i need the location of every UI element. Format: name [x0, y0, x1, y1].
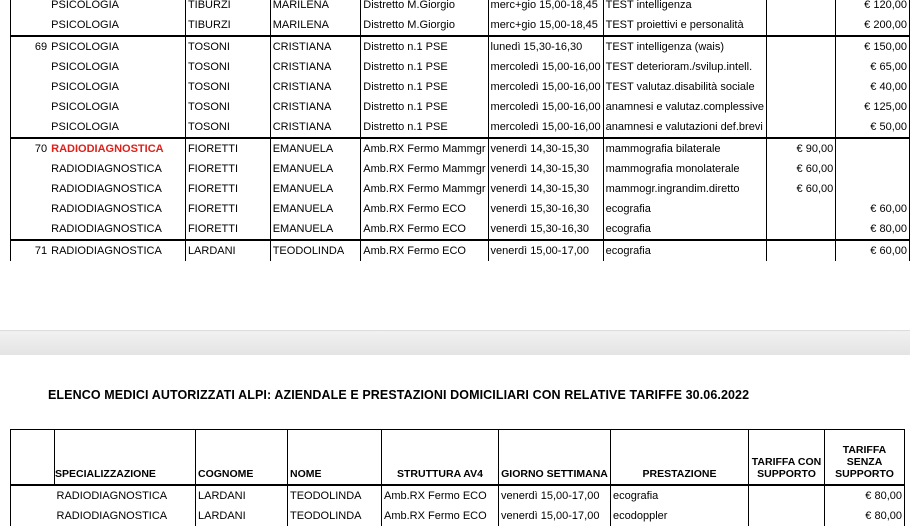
cell-struttura-text: Distretto n.1 PSE: [363, 41, 448, 53]
cell-cognome: [185, 36, 270, 57]
cell-num: [11, 159, 50, 179]
cell-nome: [270, 0, 361, 15]
cell-specializzazione-text: RADIODIAGNOSTICA: [51, 143, 164, 155]
cell-tariffa-con: [766, 57, 835, 77]
cell-prestazione: [611, 485, 749, 506]
cell-specializzazione-text: RADIODIAGNOSTICA: [56, 490, 168, 502]
cell-cognome-text: FIORETTI: [187, 143, 239, 155]
cell-nome-text: EMANUELA: [272, 183, 334, 195]
cell-tariffa-senza: [836, 138, 910, 159]
cell-struttura: [361, 0, 488, 15]
cell-giorno-text: venerdì 14,30-15,30: [490, 183, 589, 195]
cell-nome-text: CRISTIANA: [272, 101, 332, 113]
cell-specializzazione: [49, 0, 185, 15]
cell-tariffa-senza-text: € 60,00: [870, 245, 907, 257]
cell-num: [11, 15, 50, 36]
cell-struttura: [361, 77, 488, 97]
cell-nome-text: EMANUELA: [272, 223, 334, 235]
cell-tariffa-con: [749, 506, 825, 526]
page-bottom: [0, 355, 910, 530]
cell-prestazione-text: TEST deterioram./svilup.intell.: [605, 61, 753, 73]
cell-num: [11, 57, 50, 77]
cell-cognome: [185, 179, 270, 199]
tariff-table-bottom: [10, 429, 905, 526]
table-row: [11, 36, 910, 57]
cell-struttura-text: Distretto M.Giorgio: [363, 19, 455, 31]
cell-giorno: [488, 179, 603, 199]
cell-nome-text: TEODOLINDA: [272, 245, 345, 257]
table-row: [11, 0, 910, 15]
cell-struttura-text: Distretto n.1 PSE: [363, 81, 448, 93]
cell-prestazione-text: TEST intelligenza (wais): [605, 41, 725, 53]
cell-struttura: [361, 159, 488, 179]
cell-prestazione-text: mammografia monolaterale: [605, 163, 740, 175]
cell-giorno-text: venerdì 15,30-16,30: [490, 203, 589, 215]
cell-specializzazione: [49, 57, 185, 77]
cell-tariffa-con: [766, 138, 835, 159]
cell-struttura-text: Amb.RX Fermo ECO: [363, 203, 466, 215]
cell-specializzazione-text: PSICOLOGIA: [51, 19, 120, 31]
table-row: [11, 199, 910, 219]
cell-cognome-text: FIORETTI: [187, 183, 239, 195]
cell-giorno-text: mercoledì 15,00-16,00: [490, 101, 601, 113]
cell-tariffa-senza-text: € 80,00: [865, 490, 902, 502]
cell-nome: [270, 199, 361, 219]
cell-cognome: [196, 485, 288, 506]
header-tariffa-senza: TARIFFA SENZA SUPPORTO: [825, 430, 905, 486]
cell-tariffa-senza: [836, 219, 910, 240]
cell-tariffa-senza: [836, 77, 910, 97]
cell-num: [11, 485, 55, 506]
cell-specializzazione-text: PSICOLOGIA: [51, 101, 120, 113]
cell-tariffa-senza: [836, 117, 910, 138]
table-header-row: [11, 430, 905, 486]
cell-specializzazione: [49, 15, 185, 36]
cell-tariffa-senza-text: € 80,00: [870, 223, 907, 235]
cell-specializzazione-text: RADIODIAGNOSTICA: [51, 245, 162, 257]
cell-nome: [270, 159, 361, 179]
cell-tariffa-con: [766, 219, 835, 240]
cell-nome: [270, 77, 361, 97]
cell-nome-text: CRISTIANA: [272, 61, 332, 73]
cell-cognome: [185, 57, 270, 77]
cell-num: [11, 506, 55, 526]
cell-tariffa-con-text: € 90,00: [796, 143, 834, 155]
cell-giorno-text: merc+gio 15,00-18,45: [490, 19, 598, 31]
cell-specializzazione: [49, 240, 185, 261]
cell-tariffa-con: [766, 179, 835, 199]
table-row: [11, 159, 910, 179]
cell-struttura: [361, 15, 488, 36]
cell-giorno: [488, 138, 603, 159]
cell-giorno: [488, 240, 603, 261]
cell-tariffa-senza-text: € 200,00: [864, 19, 907, 31]
cell-giorno-text: venerdì 14,30-15,30: [490, 163, 589, 175]
cell-nome: [288, 485, 382, 506]
cell-num: [11, 0, 50, 15]
document-title: ELENCO MEDICI AUTORIZZATI ALPI: AZIENDALE E PRESTAZIONI DOMICILIARI CON RELATIVE TARIFFE 30.06.2022: [48, 388, 750, 402]
cell-giorno-text: mercoledì 15,00-16,00: [490, 121, 601, 133]
cell-nome: [270, 36, 361, 57]
cell-struttura-text: Amb.RX Fermo ECO: [363, 223, 466, 235]
cell-prestazione-text: ecografia: [605, 245, 651, 257]
cell-tariffa-con: [766, 240, 835, 261]
cell-nome: [270, 97, 361, 117]
cell-specializzazione-text: PSICOLOGIA: [51, 0, 120, 11]
cell-num: [11, 199, 50, 219]
cell-cognome-text: TOSONI: [187, 61, 230, 73]
cell-tariffa-con: [766, 199, 835, 219]
cell-prestazione-text: anamnesi e valutazioni def.brevi: [605, 121, 763, 133]
table-row: [11, 117, 910, 138]
cell-nome: [270, 15, 361, 36]
cell-cognome-text: FIORETTI: [187, 223, 239, 235]
cell-cognome-text: TOSONI: [187, 121, 230, 133]
cell-tariffa-con-text: € 60,00: [796, 163, 834, 175]
cell-nome-text: CRISTIANA: [272, 41, 332, 53]
cell-giorno: [488, 57, 603, 77]
page-separator: [0, 330, 910, 356]
cell-cognome: [185, 159, 270, 179]
cell-nome: [270, 179, 361, 199]
cell-giorno: [488, 159, 603, 179]
cell-prestazione: [603, 219, 766, 240]
cell-tariffa-con: [766, 0, 835, 15]
cell-tariffa-con: [766, 159, 835, 179]
cell-tariffa-senza: [836, 159, 910, 179]
cell-struttura-text: Distretto n.1 PSE: [363, 121, 448, 133]
cell-nome: [270, 138, 361, 159]
tariff-table-top: [10, 0, 910, 261]
cell-nome: [270, 117, 361, 138]
cell-num: [11, 240, 50, 261]
cell-nome-text: TEODOLINDA: [290, 510, 362, 522]
cell-tariffa-senza: [836, 15, 910, 36]
cell-tariffa-con: [749, 485, 825, 506]
cell-specializzazione: [49, 219, 185, 240]
cell-struttura-text: Amb.RX Fermo ECO: [384, 510, 487, 522]
cell-tariffa-senza: [825, 506, 905, 526]
cell-cognome-text: LARDANI: [187, 245, 236, 257]
cell-tariffa-senza: [836, 0, 910, 15]
cell-cognome-text: TOSONI: [187, 41, 230, 53]
cell-tariffa-senza-text: € 150,00: [864, 41, 907, 53]
cell-specializzazione-text: RADIODIAGNOSTICA: [51, 223, 162, 235]
cell-struttura: [361, 219, 488, 240]
cell-cognome-text: FIORETTI: [187, 163, 239, 175]
cell-specializzazione: [49, 159, 185, 179]
cell-prestazione: [603, 77, 766, 97]
cell-giorno: [488, 97, 603, 117]
cell-giorno-text: venerdì 15,00-17,00: [501, 510, 600, 522]
cell-struttura-text: Amb.RX Fermo ECO: [363, 245, 466, 257]
table-row: [11, 138, 910, 159]
cell-tariffa-senza-text: € 125,00: [864, 101, 907, 113]
cell-prestazione: [611, 506, 749, 526]
cell-struttura: [361, 199, 488, 219]
cell-specializzazione-text: PSICOLOGIA: [51, 41, 120, 53]
cell-struttura: [361, 138, 488, 159]
table-row: [11, 77, 910, 97]
cell-tariffa-senza: [836, 97, 910, 117]
cell-num-text: 69: [34, 41, 48, 53]
cell-prestazione-text: ecografia: [605, 203, 651, 215]
cell-tariffa-con: [766, 97, 835, 117]
cell-giorno: [488, 0, 603, 15]
cell-specializzazione-text: RADIODIAGNOSTICA: [51, 163, 162, 175]
cell-struttura: [382, 485, 499, 506]
cell-tariffa-senza: [836, 36, 910, 57]
cell-cognome: [185, 240, 270, 261]
cell-struttura-text: Distretto n.1 PSE: [363, 101, 448, 113]
cell-prestazione-text: mammografia bilaterale: [605, 143, 721, 155]
cell-giorno-text: venerdì 14,30-15,30: [490, 143, 589, 155]
cell-nome-text: EMANUELA: [272, 143, 334, 155]
cell-giorno-text: lunedì 15,30-16,30: [490, 41, 583, 53]
cell-prestazione: [603, 36, 766, 57]
cell-cognome: [185, 138, 270, 159]
header-num: [11, 430, 55, 486]
cell-tariffa-con-text: € 60,00: [796, 183, 834, 195]
cell-giorno-text: merc+gio 15,00-18,45: [490, 0, 598, 11]
cell-nome: [270, 240, 361, 261]
cell-prestazione-text: mammogr.ingrandim.diretto: [605, 183, 740, 195]
cell-num: [11, 138, 50, 159]
cell-tariffa-senza-text: € 80,00: [865, 510, 902, 522]
cell-prestazione: [603, 138, 766, 159]
header-nome: NOME: [288, 430, 382, 486]
cell-giorno: [488, 36, 603, 57]
cell-giorno-text: venerdì 15,00-17,00: [501, 490, 600, 502]
cell-struttura-text: Amb.RX Fermo ECO: [384, 490, 487, 502]
cell-tariffa-con: [766, 77, 835, 97]
table-row: [11, 506, 905, 526]
cell-struttura: [361, 117, 488, 138]
cell-num-text: 71: [34, 245, 48, 257]
cell-prestazione: [603, 240, 766, 261]
cell-cognome: [185, 97, 270, 117]
header-specializzazione: SPECIALIZZAZIONE: [55, 430, 196, 486]
cell-struttura: [361, 240, 488, 261]
cell-specializzazione: [49, 97, 185, 117]
cell-cognome: [185, 117, 270, 138]
cell-nome: [288, 506, 382, 526]
table-row: [11, 240, 910, 261]
cell-prestazione-text: ecodoppler: [613, 510, 668, 522]
cell-specializzazione: [49, 36, 185, 57]
header-tariffa-con: TARIFFA CON SUPPORTO: [749, 430, 825, 486]
cell-tariffa-senza: [836, 57, 910, 77]
cell-giorno-text: venerdì 15,00-17,00: [490, 245, 589, 257]
header-cognome: COGNOME: [196, 430, 288, 486]
cell-tariffa-con: [766, 15, 835, 36]
cell-giorno: [499, 506, 611, 526]
cell-specializzazione: [49, 77, 185, 97]
cell-giorno: [499, 485, 611, 506]
cell-prestazione-text: TEST valutaz.disabilità sociale: [605, 81, 755, 93]
cell-cognome: [196, 506, 288, 526]
cell-struttura-text: Amb.RX Fermo Mammgr: [363, 163, 486, 175]
cell-num-text: 70: [34, 143, 48, 155]
header-prestazione: PRESTAZIONE: [611, 430, 749, 486]
cell-specializzazione-text: PSICOLOGIA: [51, 121, 120, 133]
cell-nome-text: EMANUELA: [272, 163, 334, 175]
cell-specializzazione: [49, 117, 185, 138]
cell-prestazione-text: TEST intelligenza: [605, 0, 692, 11]
cell-giorno-text: mercoledì 15,00-16,00: [490, 81, 601, 93]
cell-giorno-text: venerdì 15,30-16,30: [490, 223, 589, 235]
cell-nome-text: MARILENA: [272, 0, 329, 11]
cell-struttura: [361, 97, 488, 117]
cell-cognome: [185, 77, 270, 97]
cell-prestazione-text: TEST proiettivi e personalità: [605, 19, 744, 31]
cell-specializzazione-text: PSICOLOGIA: [51, 61, 120, 73]
cell-cognome: [185, 219, 270, 240]
cell-prestazione: [603, 0, 766, 15]
cell-prestazione: [603, 179, 766, 199]
cell-specializzazione-text: PSICOLOGIA: [51, 81, 120, 93]
cell-cognome: [185, 0, 270, 15]
cell-giorno: [488, 219, 603, 240]
cell-giorno: [488, 15, 603, 36]
cell-cognome: [185, 15, 270, 36]
cell-specializzazione: [55, 485, 196, 506]
header-struttura: STRUTTURA AV4: [382, 430, 499, 486]
table-row: [11, 485, 905, 506]
cell-tariffa-senza-text: € 40,00: [870, 81, 907, 93]
cell-num: [11, 36, 50, 57]
cell-nome-text: CRISTIANA: [272, 121, 332, 133]
cell-prestazione-text: ecografia: [613, 490, 659, 502]
cell-specializzazione: [49, 138, 185, 159]
table-row: [11, 179, 910, 199]
cell-num: [11, 77, 50, 97]
cell-tariffa-senza-text: € 65,00: [870, 61, 907, 73]
cell-cognome-text: TIBURZI: [187, 0, 231, 11]
cell-tariffa-con: [766, 36, 835, 57]
cell-struttura-text: Amb.RX Fermo Mammgr: [363, 183, 486, 195]
cell-struttura: [361, 179, 488, 199]
cell-specializzazione: [55, 506, 196, 526]
cell-giorno: [488, 117, 603, 138]
cell-tariffa-senza: [836, 240, 910, 261]
cell-cognome-text: FIORETTI: [187, 203, 239, 215]
cell-prestazione: [603, 117, 766, 138]
cell-giorno-text: mercoledì 15,00-16,00: [490, 61, 601, 73]
cell-prestazione: [603, 159, 766, 179]
cell-cognome-text: TIBURZI: [187, 19, 231, 31]
cell-specializzazione: [49, 199, 185, 219]
cell-cognome-text: LARDANI: [198, 490, 246, 502]
cell-num: [11, 179, 50, 199]
cell-prestazione-text: anamnesi e valutaz.complessive: [605, 101, 764, 113]
cell-tariffa-senza: [836, 199, 910, 219]
table-row: [11, 15, 910, 36]
table-row: [11, 219, 910, 240]
cell-struttura-text: Amb.RX Fermo Mammgr: [363, 143, 486, 155]
cell-specializzazione: [49, 179, 185, 199]
cell-struttura: [382, 506, 499, 526]
cell-tariffa-con: [766, 117, 835, 138]
cell-giorno: [488, 199, 603, 219]
cell-cognome-text: TOSONI: [187, 81, 230, 93]
cell-prestazione: [603, 199, 766, 219]
cell-tariffa-senza: [825, 485, 905, 506]
cell-prestazione-text: ecografia: [605, 223, 651, 235]
cell-nome-text: MARILENA: [272, 19, 329, 31]
cell-specializzazione-text: RADIODIAGNOSTICA: [56, 510, 168, 522]
cell-cognome: [185, 199, 270, 219]
cell-tariffa-senza-text: € 50,00: [870, 121, 907, 133]
cell-tariffa-senza-text: € 60,00: [870, 203, 907, 215]
header-giorno: GIORNO SETTIMANA: [499, 430, 611, 486]
cell-nome-text: EMANUELA: [272, 203, 334, 215]
cell-num: [11, 219, 50, 240]
cell-num: [11, 117, 50, 138]
cell-struttura: [361, 57, 488, 77]
cell-prestazione: [603, 57, 766, 77]
cell-num: [11, 97, 50, 117]
table-row: [11, 57, 910, 77]
cell-cognome-text: TOSONI: [187, 101, 230, 113]
table-row: [11, 97, 910, 117]
cell-cognome-text: LARDANI: [198, 510, 246, 522]
cell-specializzazione-text: RADIODIAGNOSTICA: [51, 203, 162, 215]
cell-struttura-text: Distretto n.1 PSE: [363, 61, 448, 73]
cell-nome: [270, 57, 361, 77]
cell-giorno: [488, 77, 603, 97]
cell-prestazione: [603, 97, 766, 117]
cell-struttura: [361, 36, 488, 57]
cell-nome-text: TEODOLINDA: [290, 490, 362, 502]
cell-nome-text: CRISTIANA: [272, 81, 332, 93]
cell-prestazione: [603, 15, 766, 36]
cell-tariffa-senza: [836, 179, 910, 199]
cell-struttura-text: Distretto M.Giorgio: [363, 0, 455, 11]
cell-nome: [270, 219, 361, 240]
cell-specializzazione-text: RADIODIAGNOSTICA: [51, 183, 162, 195]
cell-tariffa-senza-text: € 120,00: [864, 0, 907, 11]
